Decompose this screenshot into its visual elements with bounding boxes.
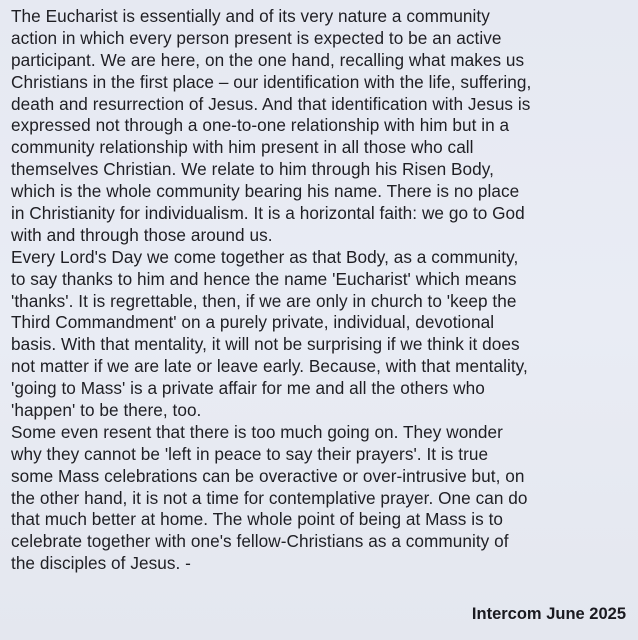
text-line: Third Commandment' on a purely private, individual, devotional xyxy=(11,312,495,333)
text-line: why they cannot be 'left in peace to say their prayers'. It is true xyxy=(11,443,489,464)
text-line: participant. We are here, on the one hand, recalling what makes us xyxy=(11,49,525,70)
text-line: 'thanks'. It is regrettable, then, if we are only in church to 'keep the xyxy=(11,290,517,311)
text-line: in Christianity for individualism. It is a horizontal faith: we go to God xyxy=(11,203,525,224)
text-line: 'happen' to be there, too. xyxy=(11,400,202,421)
text-line: not matter if we are late or leave early. Because, with that mentality, xyxy=(11,356,528,377)
text-line: themselves Christian. We relate to him through his Risen Body, xyxy=(11,159,494,180)
text-line: community relationship with him present in all those who call xyxy=(11,137,474,158)
text-line: with and through those around us. xyxy=(11,224,273,245)
text-line: death and resurrection of Jesus. And that identification with Jesus is xyxy=(11,93,531,114)
attribution: Intercom June 2025 xyxy=(471,605,626,623)
text-line: that much better at home. The whole point of being at Mass is to xyxy=(11,509,504,530)
text-line: Every Lord's Day we come together as that Body, as a community, xyxy=(11,246,519,267)
text-line: action in which every person present is expected to be an active xyxy=(11,27,502,48)
text-line: The Eucharist is essentially and of its very nature a community xyxy=(11,6,490,26)
text-line: which is the whole community bearing his name. There is no place xyxy=(11,181,520,202)
text-line: the other hand, it is not a time for contemplative prayer. One can do xyxy=(11,487,528,508)
text-line: Some even resent that there is too much going on. They wonder xyxy=(11,421,503,442)
text-line: expressed not through a one-to-one relationship with him but in a xyxy=(11,115,510,136)
text-line: basis. With that mentality, it will not be surprising if we think it does xyxy=(11,334,520,355)
text-line: 'going to Mass' is a private affair for me and all the others who xyxy=(11,378,485,399)
text-line: Christians in the first place – our identification with the life, suffering, xyxy=(11,71,532,92)
text-line: the disciples of Jesus. - xyxy=(11,553,191,574)
text-line: celebrate together with one's fellow-Christians as a community of xyxy=(11,531,509,552)
text-line: to say thanks to him and hence the name 'Eucharist' which means xyxy=(11,268,517,289)
text-line: some Mass celebrations can be overactive or over-intrusive but, on xyxy=(11,465,525,486)
